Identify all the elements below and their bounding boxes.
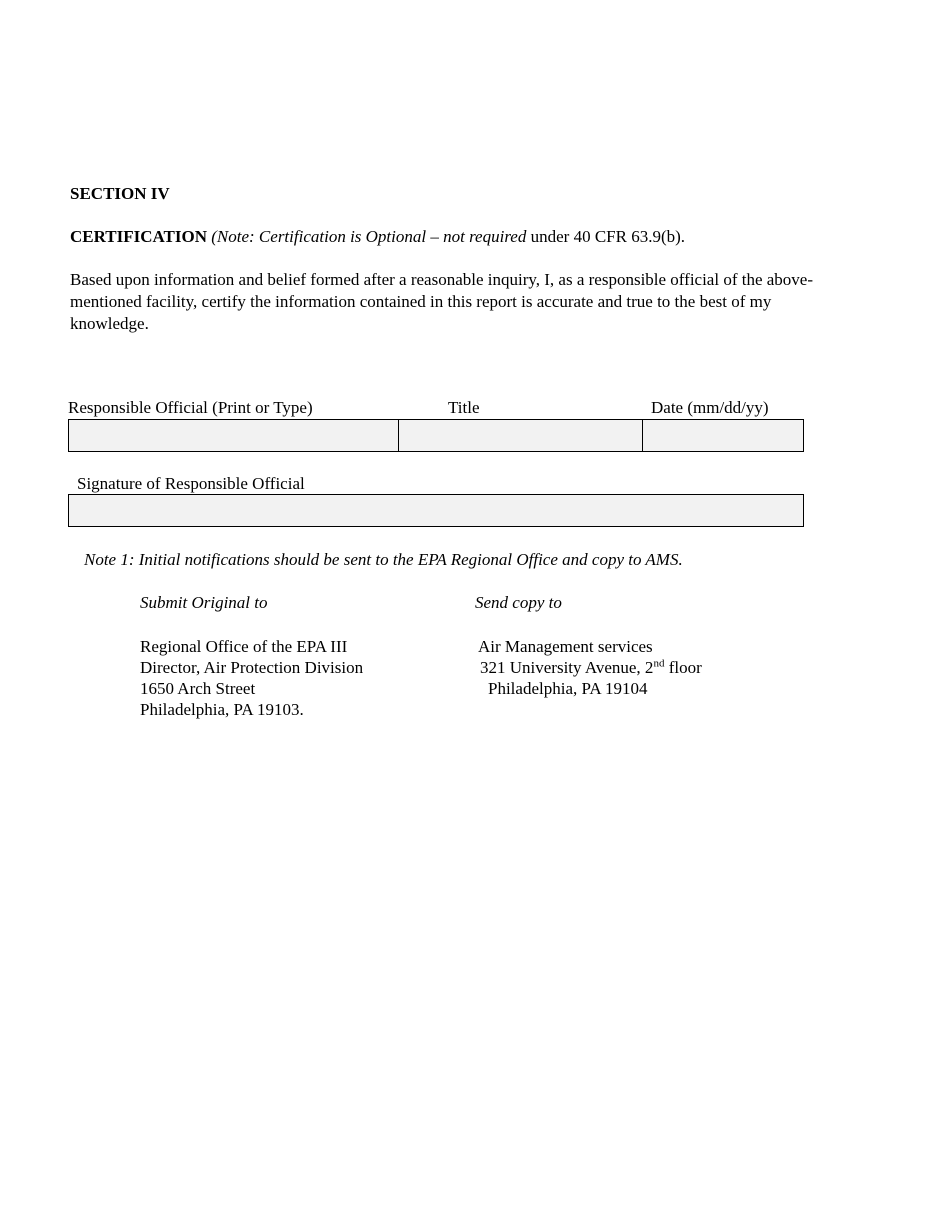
ams-street: 321 University Avenue, 2 [480, 658, 654, 677]
signature-label: Signature of Responsible Official [77, 474, 305, 493]
certification-statement: Based upon information and belief formed after a reasonable inquiry, I, as a responsible official of the above-mentioned facility, certify the information contained in this report is accurate and true to the best of my knowledge. [70, 270, 814, 333]
certification-line [70, 227, 685, 247]
official-label: Responsible Official (Print or Type) [68, 398, 313, 417]
note-1: Note 1: Initial notifications should be sent to the EPA Regional Office and copy to AMS. [84, 550, 683, 569]
signature-field[interactable] [68, 494, 804, 527]
ams-floor-suffix: nd [653, 657, 665, 670]
date-label: Date (mm/dd/yy) [651, 398, 769, 417]
epa-address-line: Philadelphia, PA 19103. [140, 700, 304, 719]
title-field[interactable] [398, 419, 643, 452]
epa-address-line: 1650 Arch Street [140, 679, 256, 698]
ams-address [478, 636, 702, 699]
official-name-field[interactable] [68, 419, 399, 452]
certification-label: CERTIFICATION [70, 227, 207, 246]
epa-address [140, 636, 363, 720]
certification-note: (Note: Certification is Optional – not required [211, 227, 527, 246]
section-heading: SECTION IV [70, 184, 170, 203]
ams-address-line: Philadelphia, PA 19104 [488, 679, 648, 698]
title-label: Title [448, 398, 480, 417]
epa-address-line: Director, Air Protection Division [140, 658, 364, 677]
epa-address-line: Regional Office of the EPA III [140, 637, 348, 656]
send-copy-heading: Send copy to [475, 593, 562, 612]
date-field[interactable] [642, 419, 804, 452]
ams-floor: floor [664, 658, 702, 677]
ams-address-line: Air Management services [478, 637, 653, 656]
ams-address-line [478, 657, 702, 678]
certification-regulation: under 40 CFR 63.9(b). [526, 227, 686, 246]
submit-original-heading: Submit Original to [140, 593, 268, 612]
